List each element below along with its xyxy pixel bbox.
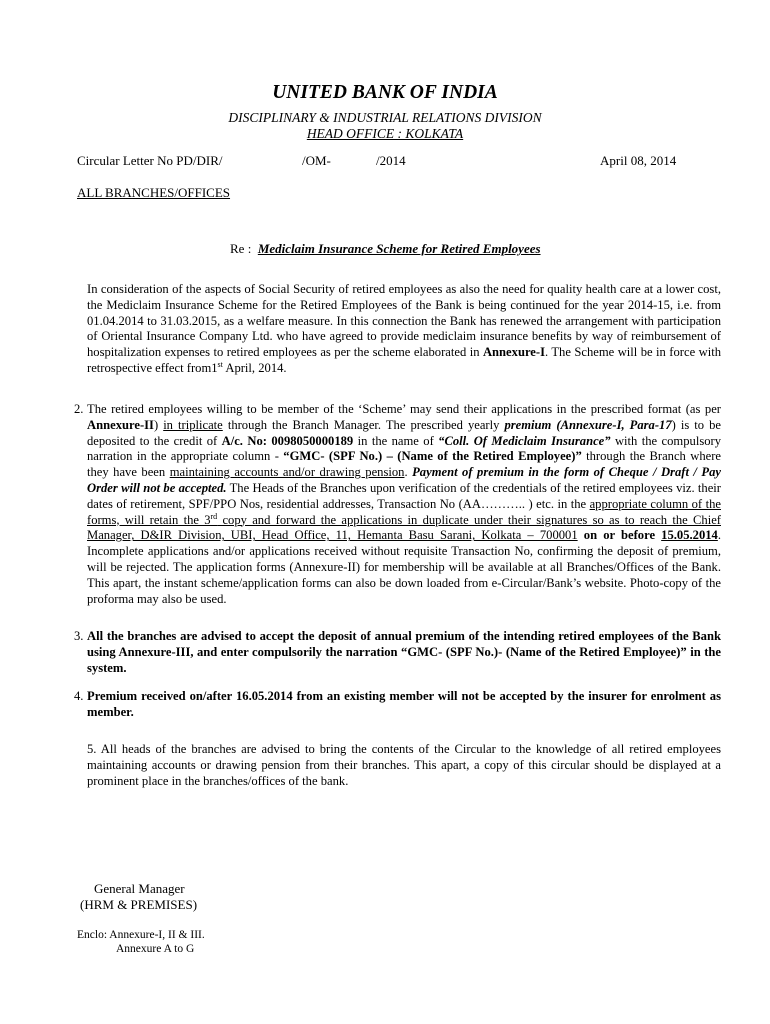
p2-forward-sup: rd (210, 511, 218, 521)
para1-text-c: April, 2014. (222, 360, 287, 375)
paragraph-3-number: 3. (74, 629, 84, 643)
p2-coll-name: “Coll. Of Mediclaim Insurance” (438, 433, 611, 448)
p2-forward-1: appropriate column of the forms, will retain the 3 (87, 496, 721, 527)
p2-premium: premium (504, 417, 552, 432)
paragraph-4-number: 4. (74, 689, 84, 703)
circular-year: /2014 (376, 153, 406, 168)
signatory-title: General Manager (94, 881, 185, 896)
subject-prefix: Re : (230, 241, 252, 256)
paragraph-1 (87, 282, 721, 377)
p2-deadline-a: on or before (583, 528, 662, 543)
p2-t8: through the Branch where they have been (87, 449, 721, 480)
p2-t5: ) is to be deposited to the credit of (87, 417, 721, 448)
p2-triplicate: in triplicate (163, 417, 223, 432)
p2-t6: in the name of (353, 433, 439, 448)
paragraph-2 (87, 402, 721, 607)
paragraph-4: Premium received on/after 16.05.2014 from an existing member will not be accepted by the insurer for enrolment as member. (87, 689, 721, 719)
subject-line (230, 241, 541, 257)
circular-number-label: Circular Letter No PD/DIR/ (77, 153, 223, 168)
p2-narration: “GMC- (SPF No.) – (Name of the Retired Employee)” (283, 449, 582, 464)
p2-t3: through the Branch Manager. The prescribed yearly (222, 417, 505, 432)
p2-t9: . (404, 465, 413, 480)
p2-account-number: A/c. No: 0098050000189 (221, 433, 354, 448)
p2-t10: The Heads of the Branches upon verification of the credentials of the retired employees viz. their dates of retirement, SPF/PPO Nos, residential addresses, Transaction No (AA……….. ) etc. in the (87, 480, 721, 511)
p2-annexure-2: Annexure-II (87, 417, 154, 432)
paragraph-3: All the branches are advised to accept the deposit of annual premium of the intending retired employees of the Bank using Annexure-III, and enter compulsorily the narration “GMC- (SPF No.)- (Name of the Retired Employee)” in the system. (87, 629, 721, 675)
bank-name: UNITED BANK OF INDIA (272, 82, 498, 103)
enclosures-line-1: Enclo: Annexure-I, II & III. (77, 929, 205, 941)
p2-forward-2: copy and forward the applications in duplicate under their signatures so as to reach the Chief Manager, D&IR Division, UBI, Head Office, 11, Hemanta Basu Sarani, Kolkata – 700001 (87, 512, 721, 543)
para1-annexure: Annexure-I (482, 345, 545, 360)
para1-sup: st (217, 359, 223, 369)
p2-t12: . Incomplete applications and/or applications received without requisite Transaction No, confirming the deposit of premium, will be rejected. The application forms (Annexure-II) for membership will be available at all Branches/Offices of the Bank. This apart, the instant scheme/application forms can also be down loaded from e-Circular/Bank’s website. Photo-copy of the proforma may also be used. (87, 528, 721, 606)
para1-text-b: . The Scheme will be in force with retrospective effect from1 (87, 345, 721, 375)
subject-text: Mediclaim Insurance Scheme for Retired Employees (257, 241, 541, 256)
p2-t7: with the compulsory narration in the appropriate column - (87, 433, 722, 464)
p2-t1: The retired employees willing to be member of the ‘Scheme’ may send their applications in the prescribed format (as per (87, 402, 721, 416)
circular-om: /OM- (302, 153, 331, 168)
p2-maintaining: maintaining accounts and/or drawing pension (169, 465, 405, 480)
circular-date: April 08, 2014 (600, 153, 677, 168)
p2-t2: ) (153, 417, 164, 432)
paragraph-5: 5. All heads of the branches are advised to bring the contents of the Circular to the knowledge of all retired employees maintaining accounts or drawing pension from their branches. This apart, a copy of this circular should be displayed at a prominent place in the branches/offices of the bank. (87, 742, 721, 788)
p2-payment-note: Payment of premium in the form of Cheque / Draft / Pay Order will not be accepted. (87, 465, 721, 495)
addressee: ALL BRANCHES/OFFICES (77, 185, 231, 200)
paragraph-2-number: 2. (74, 402, 84, 416)
signatory-department: (HRM & PREMISES) (80, 897, 198, 912)
division-name: DISCIPLINARY & INDUSTRIAL RELATIONS DIVISION (228, 110, 542, 125)
p2-deadline-date: 15.05.2014 (661, 528, 718, 543)
p2-annexure-para: (Annexure-I, Para-17 (556, 417, 672, 432)
office-name: HEAD OFFICE : KOLKATA (306, 126, 464, 141)
para1-text-a: In consideration of the aspects of Social Security of retired employees as also the need for quality health care at a lower cost, the Mediclaim Insurance Scheme for the Retired Employees of the Bank is being continued for the year 2014-15, i.e. from 01.04.2014 to 31.03.2015, as a welfare measure. In this connection the Bank has renewed the arrangement with participation of Oriental Insurance Company Ltd. who have agreed to provide mediclaim insurance benefits by way of reimbursement of hospitalization expenses to retired employees as per the scheme elaborated in (87, 282, 721, 360)
enclosures-line-2: Annexure A to G (116, 943, 195, 955)
